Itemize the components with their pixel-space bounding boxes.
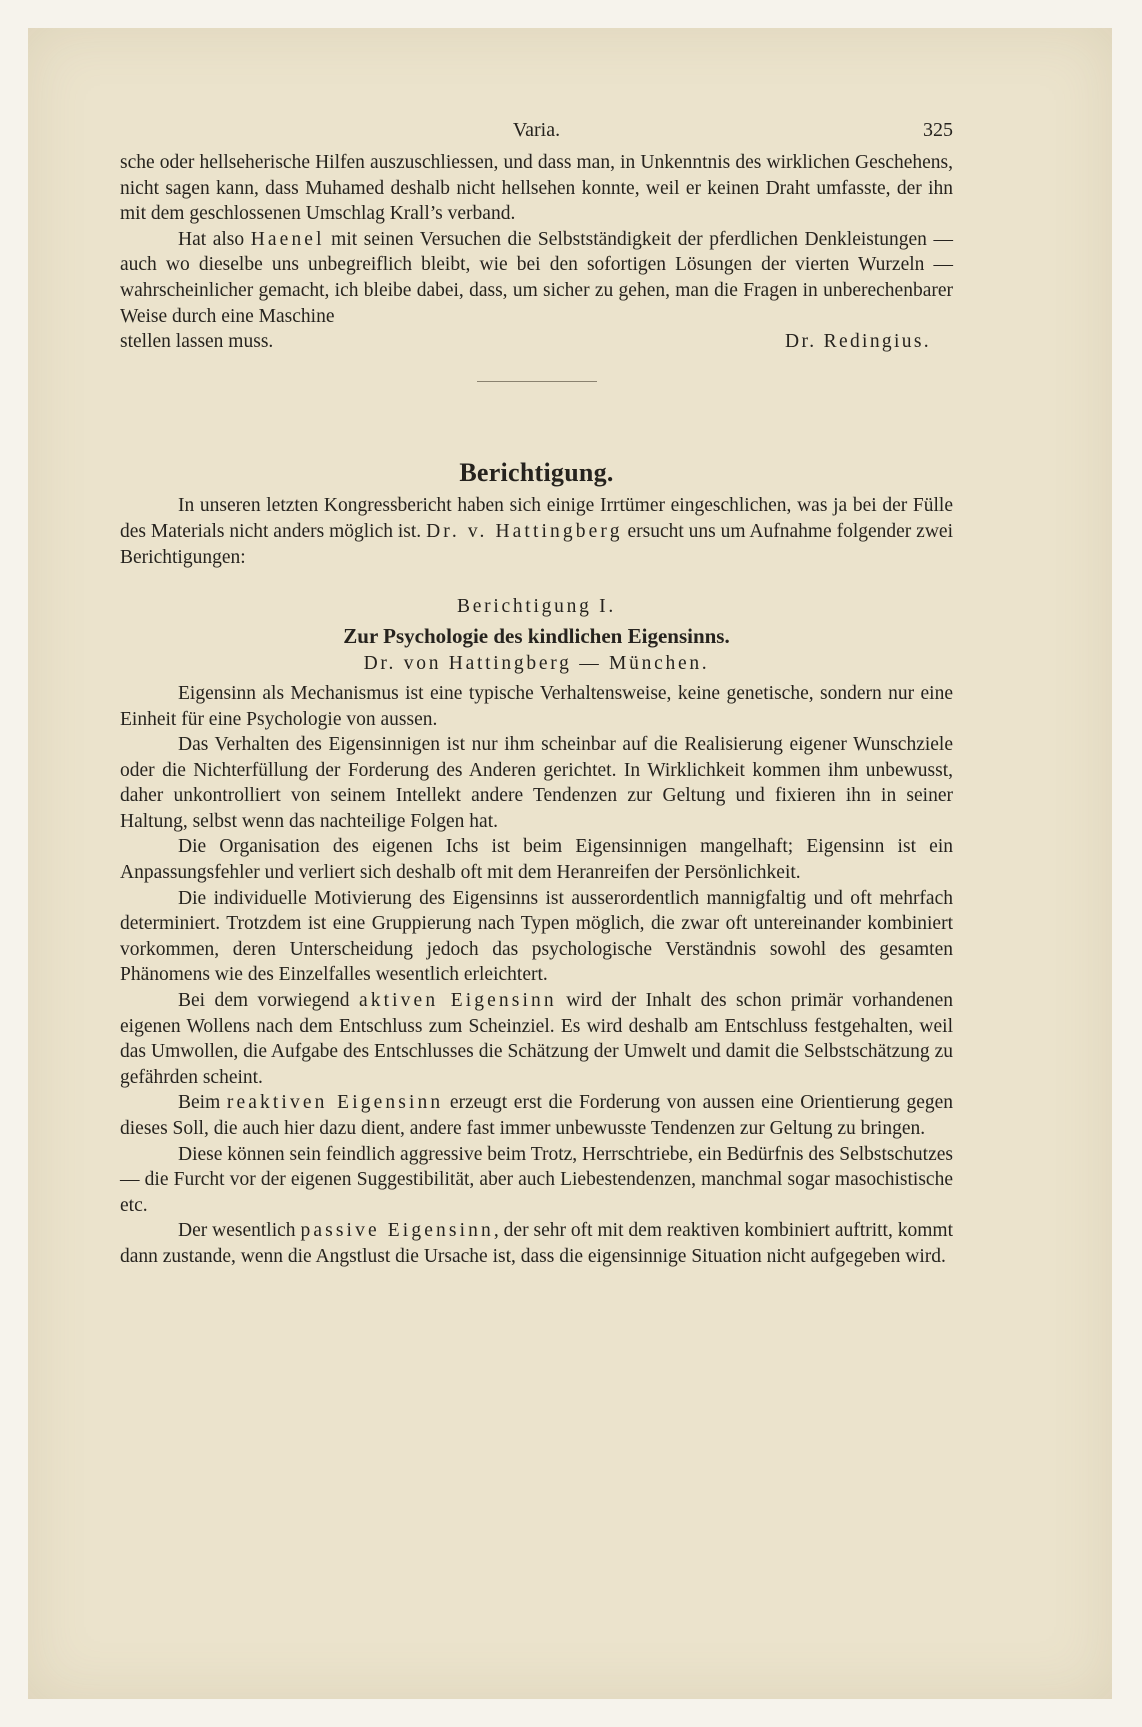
paragraph <box>120 1218 953 1269</box>
subsection-title: Zur Psychologie des kindlichen Eigensinns. <box>343 623 730 648</box>
text-run: , der sehr oft mit dem reaktiven kombiniert auftritt, kommt dann zustande, wenn die Angstlust die Ursache ist, dass die eigensinnige Situation nicht aufgegeben wird. <box>120 1220 954 1267</box>
author-name: Haenel <box>250 228 325 250</box>
running-head <box>120 110 953 150</box>
text-run: Beim <box>178 1092 227 1114</box>
text-run: stellen lassen muss. <box>120 331 274 353</box>
paragraph: Das Verhalten des Eigensinnigen ist nur ihm scheinbar auf die Realisierung eigener Wunschziele oder die Nichterfüllung der Forderung des Anderen gerichtet. In Wirklichkeit kommen ihm unbewusst, daher unkontrolliert von seinem Intellekt andere Tendenzen zur Geltung und fixieren ihn in seiner Haltung, selbst wenn das nachteilige Folgen hat. <box>120 734 953 832</box>
emphasis: aktiven Eigensinn <box>358 990 557 1012</box>
paragraph: Die Organisation des eigenen Ichs ist beim Eigensinnigen mangelhaft; Eigensinn ist ein Anpassungsfehler und verliert sich deshalb oft mit dem Heranreifen der Persönlichkeit. <box>120 836 953 884</box>
paragraph: Die individuelle Motivierung des Eigensinns ist ausserordentlich mannigfaltig und oft mehrfach determiniert. Trotzdem ist eine Gruppierung nach Typen möglich, die zwar oft untereinander kombiniert vorkommen, deren Unterscheidung jedoch das psychologische Verständnis sowohl des gesamten Phänomens wie des Einzelfalles wesentlich erleichtert. <box>120 887 953 986</box>
paragraph: Eigensinn als Mechanismus ist eine typische Verhaltensweise, keine genetische, sondern nur eine Einheit für eine Psychologie von aussen. <box>120 682 953 730</box>
paragraph <box>120 1090 953 1141</box>
text-run: Der wesentlich <box>178 1220 301 1242</box>
text-run: Hat also <box>178 228 251 250</box>
subsection-label: Berichtigung I. <box>456 596 616 618</box>
subsection-author: Dr. von Hattingberg — München. <box>363 653 710 675</box>
paragraph: Diese können sein feindlich aggressive beim Trotz, Herrschtriebe, ein Bedürfnis des Selbstschutzes — die Furcht vor der eigenen Suggestibilität, aber auch Liebestendenzen, manchmal sogar masochistische etc. <box>120 1143 953 1216</box>
page-text <box>120 110 953 1270</box>
text-run: erzeugt erst die Forderung von aussen eine Orientierung gegen dieses Soll, die auch hier dazu dient, andere fast immer unbewusste Tendenzen zur Geltung zu bringen. <box>120 1092 954 1139</box>
text-run: mit seinen Versuchen die Selbstständigkeit der pferdlichen Denkleistungen — auch wo dieselbe uns unbegreiflich bleibt, wie bei den sofortigen Lösungen der vierten Wurzeln — wahrscheinlicher gemacht, ich bleibe dabei, dass, um sicher zu gehen, man die Fragen in unberechenbarer Weise durch eine Maschine <box>120 228 953 327</box>
page-number: 325 <box>923 119 953 141</box>
signature-line <box>120 329 953 355</box>
paragraph <box>120 227 953 329</box>
text-run: Bei dem vorwiegend <box>178 990 359 1012</box>
text-run: ersucht uns um Aufnahme folgender zwei Berichtigungen: <box>120 520 953 568</box>
emphasis: reaktiven Eigensinn <box>226 1092 444 1114</box>
text-run: wird der Inhalt des schon primär vorhandenen eigenen Wollens nach dem Entschluss zum Scheinziel. Es wird deshalb am Entschluss festgehalten, weil das Umwollen, die Aufgabe des Entschlusses die Schätzung der Umwelt und damit die Selbstschätzung zu gefährden scheint. <box>120 990 953 1088</box>
author-name: Dr. v. Hattingberg <box>426 520 623 542</box>
paragraph <box>120 493 953 570</box>
text-run: In unseren letzten Kongressbericht haben sich einige Irrtümer eingeschlichen, was ja bei der Fülle des Materials nicht anders möglich ist. <box>120 495 953 542</box>
paragraph <box>120 988 953 1090</box>
section-heading: Berichtigung. <box>459 457 614 487</box>
paragraph: sche oder hellseherische Hilfen auszuschliessen, und dass man, in Unkenntnis des wirklichen Geschehens, nicht sagen kann, dass Muhamed deshalb nicht hellsehen konnte, weil er keinen Draht umfasste, der ihn mit dem geschlossenen Umschlag Krall’s verband. <box>120 152 953 225</box>
running-title: Varia. <box>512 119 561 141</box>
section-divider <box>477 381 597 382</box>
emphasis: passive Eigensinn <box>300 1220 494 1242</box>
signature: Dr. Redingius. <box>785 331 931 353</box>
